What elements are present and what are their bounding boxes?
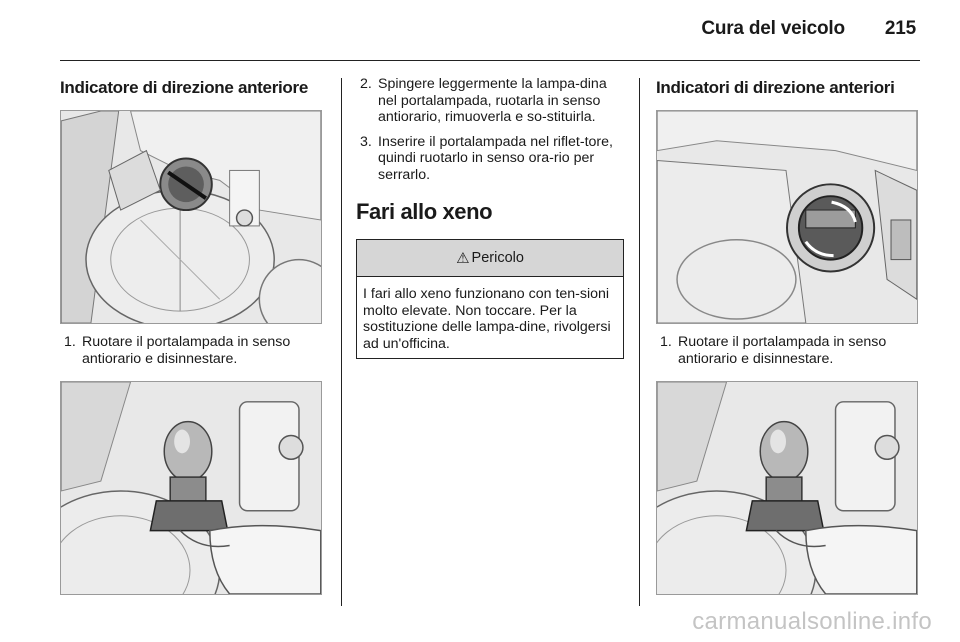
step-number: 3. [360,133,372,150]
page-header [701,18,916,40]
warning-box [356,239,624,359]
section-title: Cura del veicolo [701,18,845,39]
warning-triangle-icon: ⚠ [456,250,470,267]
right-steps [656,334,922,367]
page-number: 215 [884,18,916,39]
xenon-heading: Fari allo xeno [356,199,493,224]
figure-bulb-removal-right [656,381,918,595]
illustration-socket-in-headlamp [657,111,917,323]
column-divider-1 [341,78,342,606]
warning-label: Pericolo [471,250,524,266]
figure-indicator-socket [656,110,918,324]
step-number: 2. [360,76,372,92]
right-section-title: Indicatori di direzione anteriori [656,78,895,97]
step-number: 1. [660,334,672,350]
column-divider-2 [639,78,640,606]
left-section-title: Indicatore di direzione anteriore [60,78,308,97]
middle-steps [356,76,624,183]
step-text: Spingere leggermente la lampa-dina nel portalampada, ruotarla in senso antiorario, rimuoverla e so-stituirla. [378,76,607,125]
warning-header [357,240,623,277]
illustration-hand-removing-bulb [61,382,321,594]
middle-column [356,72,624,359]
step-number: 1. [64,334,76,350]
step-text: Ruotare il portalampada in senso antiorario e disinnestare. [82,334,291,367]
list-item [356,76,624,126]
left-column [60,72,326,595]
list-item [356,134,624,184]
illustration-hand-removing-bulb-right [657,382,917,594]
header-rule [60,60,920,61]
figure-turn-signal-socket [60,110,322,324]
illustration-socket-in-housing [61,111,321,323]
list-item [60,334,326,367]
step-text: Inserire il portalampada nel riflet-tore, quindi ruotarlo in senso ora-rio per serrarlo. [378,133,613,183]
left-steps [60,334,326,367]
step-text: Ruotare il portalampada in senso antiorario e disinnestare. [678,334,887,367]
warning-text: I fari allo xeno funzionano con ten-sioni molto elevate. Non toccare. Per la sostituzione delle lampa-dine, rivolgersi ad un'officina. [363,286,611,352]
list-item [656,334,922,367]
figure-bulb-removal [60,381,322,595]
watermark: carmanualsonline.info [692,608,932,635]
right-column [656,72,922,595]
